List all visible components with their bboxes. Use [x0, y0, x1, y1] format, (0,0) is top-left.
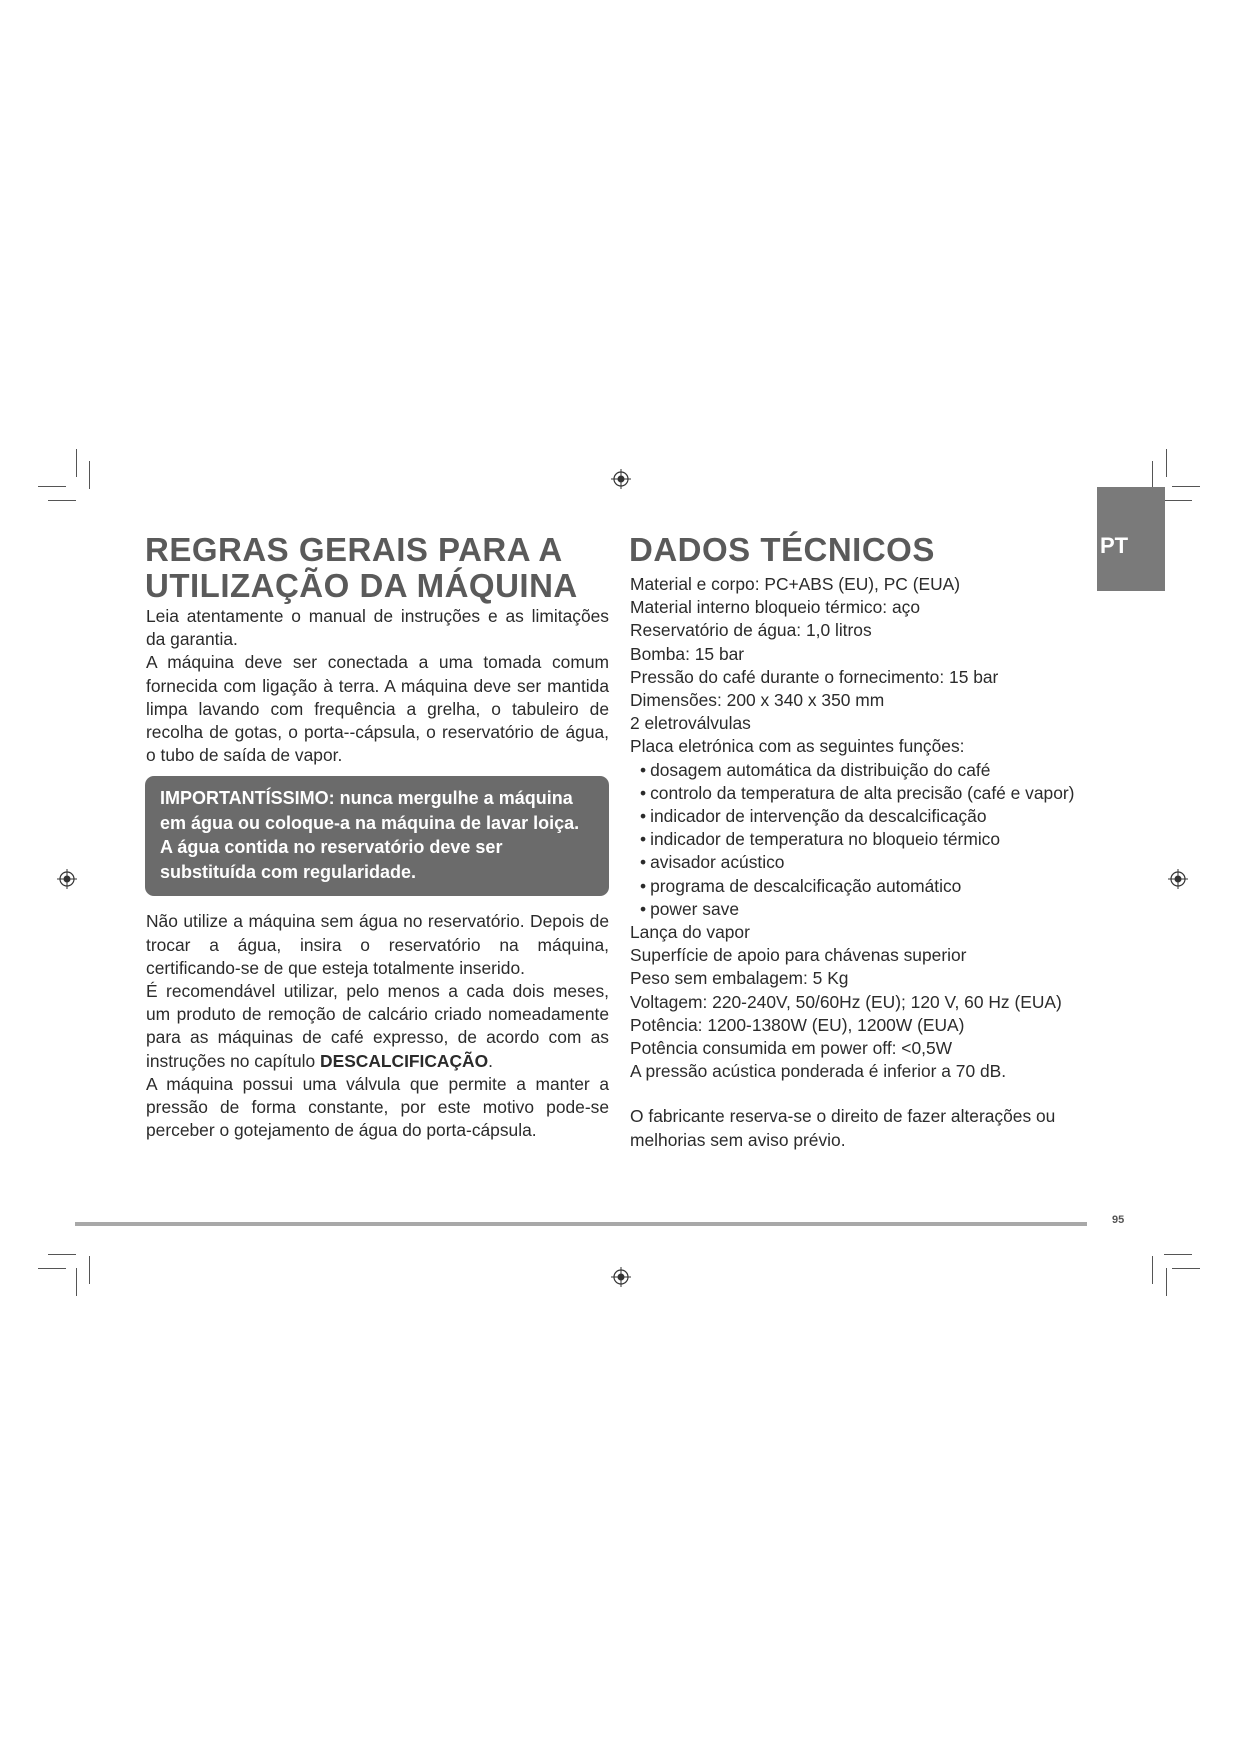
registration-mark-icon	[1168, 869, 1188, 889]
spec-line: Peso sem embalagem: 5 Kg	[630, 968, 849, 989]
registration-mark-icon	[611, 469, 631, 489]
list-item: • indicador de temperatura no bloqueio térmico	[640, 828, 1110, 851]
section-title-general-rules	[145, 532, 625, 604]
paragraph: A máquina deve ser conectada a uma tomada comum fornecida com ligação à terra. A máquina deve ser mantida limpa lavando com frequência a grelha, o tabuleiro de recolha de gotas, o porta--cápsula, o reservatório de água, o tubo de saída de vapor.	[146, 652, 609, 766]
spec-line: Lança do vapor	[630, 922, 750, 943]
title-line: UTILIZAÇÃO DA MÁQUINA	[145, 567, 578, 604]
registration-mark-icon	[611, 1267, 631, 1287]
functions-list	[630, 759, 1110, 921]
list-item: • dosagem automática da distribuição do café	[640, 759, 1110, 782]
spec-line: Superfície de apoio para chávenas superior	[630, 945, 967, 966]
list-item: • programa de descalcificação automático	[640, 875, 1110, 898]
general-rules-section	[146, 605, 609, 1142]
spec-line: Material interno bloqueio térmico: aço	[630, 597, 920, 618]
paragraph: Leia atentamente o manual de instruções e as limitações da garantia.	[146, 606, 609, 650]
spec-line: Bomba: 15 bar	[630, 643, 745, 664]
important-notice: IMPORTANTÍSSIMO: nunca mergulhe a máquina em água ou coloque-a na máquina de lavar loiça. A água contida no reservatório deve ser substituída com regularidade.	[145, 776, 609, 896]
footer-rule	[75, 1222, 1087, 1226]
section-title-technical-data: DADOS TÉCNICOS	[629, 531, 935, 568]
registration-mark-icon	[57, 869, 77, 889]
disclaimer: O fabricante reserva-se o direito de fazer alterações ou melhorias sem aviso prévio.	[630, 1106, 1056, 1150]
paragraph: A máquina possui uma válvula que permite a manter a pressão de forma constante, por este motivo pode-se perceber o gotejamento de água do porta-cápsula.	[146, 1073, 609, 1141]
list-item: • indicador de intervenção da descalcificação	[640, 805, 1110, 828]
paragraph: Não utilize a máquina sem água no reservatório. Depois de trocar a água, insira o reservatório na máquina, certificando-se de que esteja totalmente inserido.	[146, 911, 609, 978]
spec-line: Dimensões: 200 x 340 x 350 mm	[630, 690, 885, 711]
spec-line: Pressão do café durante o fornecimento: 15 bar	[630, 666, 999, 687]
technical-data-section	[630, 573, 1110, 1152]
chapter-reference: DESCALCIFICAÇÃO	[320, 1050, 489, 1071]
spec-line: Potência consumida em power off: <0,5W	[630, 1038, 953, 1059]
spec-line: Voltagem: 220-240V, 50/60Hz (EU); 120 V, 60 Hz (EUA)	[630, 991, 1062, 1012]
list-item: • avisador acústico	[640, 851, 1110, 874]
page-number: 95	[1112, 1214, 1125, 1226]
spec-line: Reservatório de água: 1,0 litros	[630, 620, 872, 641]
spec-line: Placa eletrónica com as seguintes funções:	[630, 736, 965, 757]
title-line: REGRAS GERAIS PARA A	[145, 531, 563, 568]
spec-line: Potência: 1200-1380W (EU), 1200W (EUA)	[630, 1014, 965, 1035]
spec-line: 2 eletroválvulas	[630, 713, 751, 734]
paragraph-text: É recomendável utilizar, pelo menos a cada dois meses, um produto de remoção de calcário criado nomeadamente para as máquinas de café expresso, de acordo com as instruções no capítulo	[146, 981, 609, 1071]
spec-line: A pressão acústica ponderada é inferior a 70 dB.	[630, 1061, 1007, 1082]
paragraph-end: .	[488, 1050, 493, 1071]
spec-line: Material e corpo: PC+ABS (EU), PC (EUA)	[630, 574, 961, 594]
list-item: • power save	[640, 898, 1110, 921]
list-item: • controlo da temperatura de alta precisão (café e vapor)	[640, 782, 1110, 805]
language-tab-label: PT	[1100, 533, 1129, 558]
paragraph	[146, 980, 609, 1073]
